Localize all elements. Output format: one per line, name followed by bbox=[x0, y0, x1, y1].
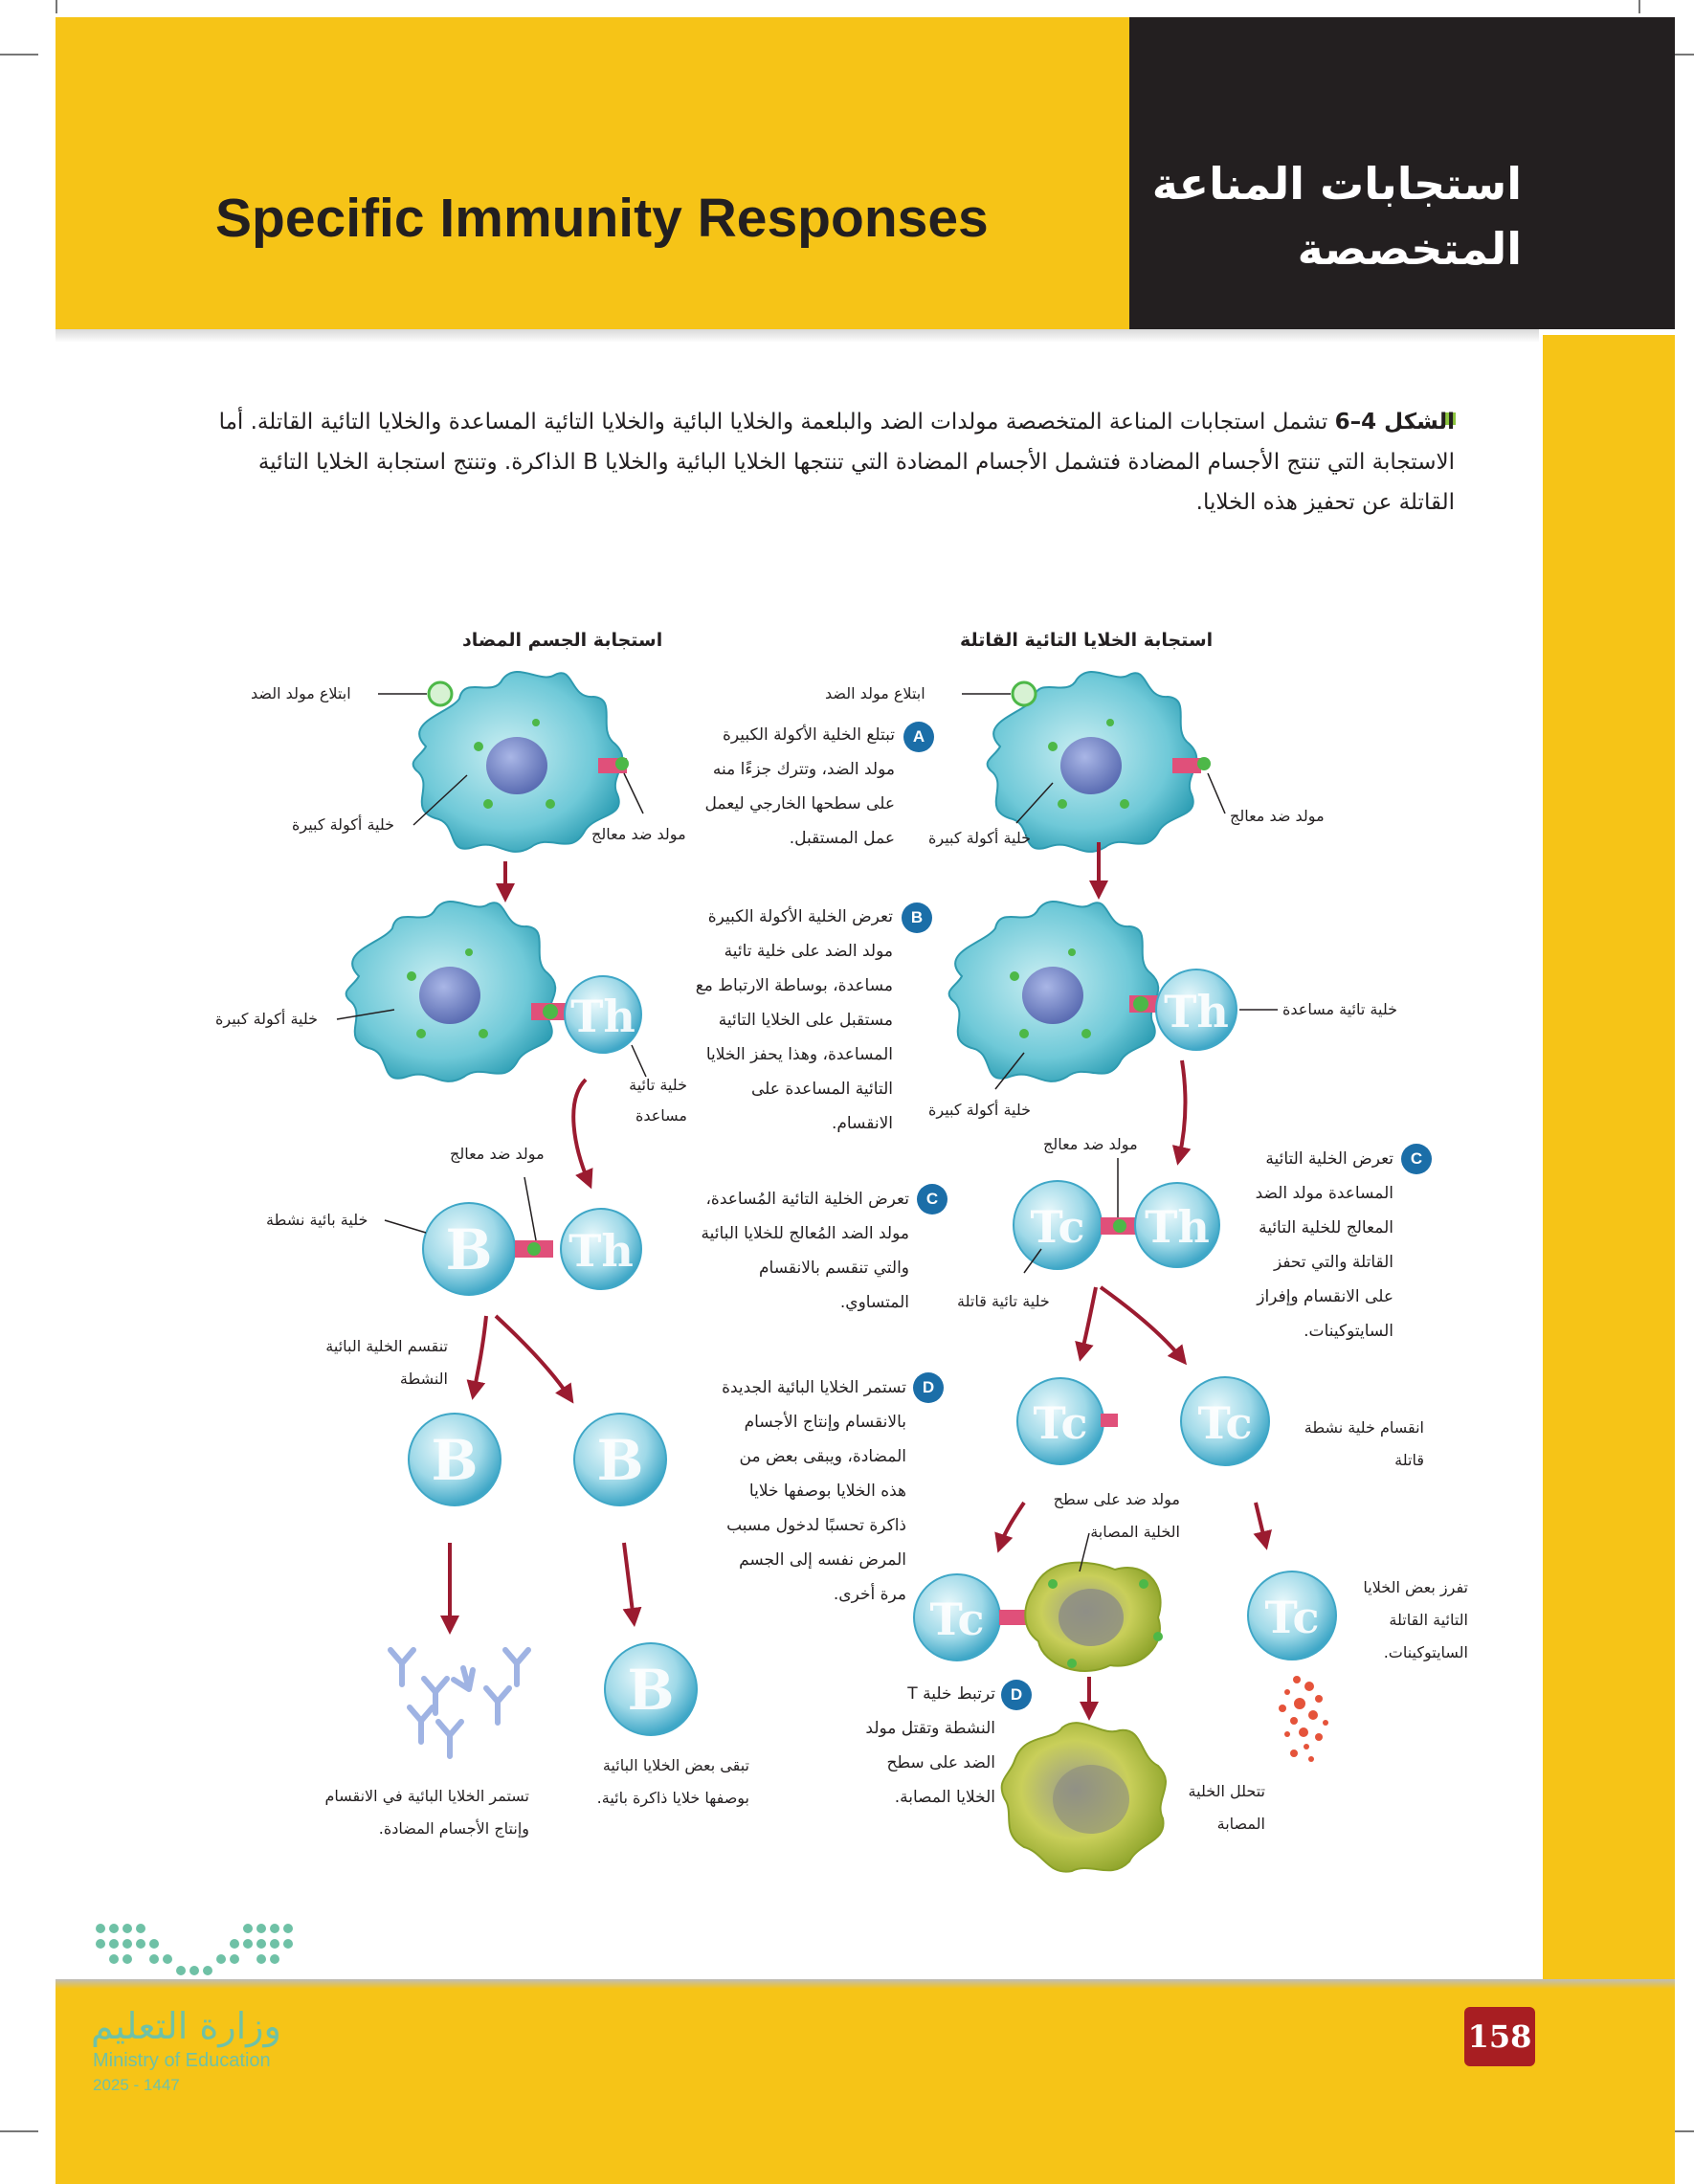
helper-t-cell-letter: Th bbox=[568, 1225, 634, 1277]
b-cell-letter: B bbox=[445, 1217, 493, 1282]
label-helper-t-cell: خلية تائية مساعدة bbox=[629, 1076, 687, 1125]
memory-b-cell-letter: B bbox=[627, 1658, 675, 1723]
page-number: 158 bbox=[1464, 2007, 1535, 2066]
label-macrophage: خلية أكولة كبيرة bbox=[928, 1101, 1032, 1119]
killer-t-cell-letter: Tc bbox=[1033, 1397, 1088, 1449]
caption-text: تشمل استجابات المناعة المتخصصة مولدات الضد والبلعمة والخلايا البائية والخلايا التائية المساعدة والخلايا التائية القاتلة. أما الاستجابة التي تنتج الأجسام المضادة فتشمل الأجسام المضادة التي تنتجها الخلايا البائية والخلايا B الذاكرة. وتنتج استجابة الخلايا التائية القاتلة عن تحفيز هذه الخلايا. bbox=[218, 410, 1455, 515]
step-d-right-badge: D bbox=[1001, 1680, 1032, 1710]
label-processed-antigen: مولد ضد معالج bbox=[450, 1145, 545, 1163]
step-c-right-text: تعرض الخلية التائية المساعدة مولد الضد المعالج للخلية التائية القاتلة والتي تحفز على الانقسام وإفراز السايتوكينات. bbox=[1255, 1149, 1393, 1341]
label-processed-antigen: مولد ضد معالج bbox=[591, 825, 686, 843]
label-killer-cell-division: انقسام خلية نشطة قاتلة bbox=[1304, 1418, 1424, 1469]
step-b-text: تعرض الخلية الأكولة الكبيرة مولد الضد على خلية تائية مساعدة، بوساطة الارتباط مع مستقبل على الخلايا التائية المساعدة، وهذا يحفز الخلايا التائية المساعدة على الانقسام. bbox=[695, 907, 893, 1133]
step-b-badge: B bbox=[902, 903, 932, 933]
label-macrophage: خلية أكولة كبيرة bbox=[215, 1010, 319, 1028]
label-processed-antigen: مولد ضد معالج bbox=[1230, 807, 1325, 825]
helper-t-cell-letter: Th bbox=[1164, 986, 1229, 1037]
label-macrophage: خلية أكولة كبيرة bbox=[292, 815, 395, 834]
killer-t-cell-letter: Tc bbox=[1030, 1201, 1085, 1253]
step-c-right-badge: C bbox=[1401, 1144, 1432, 1174]
step-c-left-badge: C bbox=[917, 1184, 947, 1215]
page-title-english: Specific Immunity Responses bbox=[215, 188, 989, 249]
label-killer-t-cell: خلية تائية قاتلة bbox=[957, 1292, 1050, 1310]
killer-t-cell-letter: Tc bbox=[1197, 1397, 1253, 1449]
footer-bar bbox=[56, 1979, 1675, 2184]
step-a-badge: A bbox=[903, 722, 934, 752]
figure-label: الشكل 4–6 bbox=[1334, 410, 1455, 435]
ministry-name-arabic: وزارة التعليم bbox=[91, 2005, 281, 2047]
cytokines-illustration bbox=[1279, 1676, 1328, 1762]
killer-t-cell-letter: Tc bbox=[929, 1593, 985, 1645]
label-processed-antigen: مولد ضد معالج bbox=[1043, 1135, 1138, 1153]
b-cell-letter: B bbox=[596, 1428, 644, 1493]
step-a-text: تبتلع الخلية الأكولة الكبيرة مولد الضد، وتترك جزءًا منه على سطحها الخارجي ليعمل عمل المستقبل. bbox=[704, 725, 895, 848]
ministry-logo-icon bbox=[91, 1919, 301, 1986]
step-d-left-text: تستمر الخلايا البائية الجديدة بالانقسام وإنتاج الأجسام المضادة، ويبقى بعض من هذه الخلايا بوصفها خلايا ذاكرة تحسبًا لدخول مسبب المرض نفسه إلى الجسم مرة أخرى. bbox=[722, 1378, 906, 1604]
label-cell-lysis: تتحلل الخلية المصابة bbox=[1188, 1782, 1265, 1833]
step-c-left-text: تعرض الخلية التائية المُساعدة، مولد الضد المُعالج للخلايا البائية والتي تنقسم بالانقسام المتساوي. bbox=[701, 1190, 909, 1312]
edition-year: 2025 - 1447 bbox=[93, 2076, 180, 2094]
label-helper-t-cell: خلية تائية مساعدة bbox=[1282, 1000, 1397, 1018]
label-b-cell-division: تنقسم الخلية البائية النشطة bbox=[325, 1337, 448, 1388]
page-title-arabic: استجابات المناعة المتخصصة bbox=[1151, 158, 1522, 275]
label-antibody-production: تستمر الخلايا البائية في الانقسام وإنتاج الأجسام المضادة. bbox=[324, 1787, 529, 1838]
label-macrophage: خلية أكولة كبيرة bbox=[928, 829, 1032, 847]
killer-t-response-heading: استجابة الخلايا التائية القاتلة bbox=[960, 630, 1214, 651]
label-antigen-ingestion: ابتلاع مولد الضد bbox=[825, 684, 925, 702]
ministry-name-english: Ministry of Education bbox=[93, 2050, 271, 2071]
step-d-left-badge: D bbox=[913, 1372, 944, 1403]
label-cytokine-secretion: تفرز بعض الخلايا التائية القاتلة السايتوكينات. bbox=[1363, 1578, 1468, 1661]
antibodies-illustration bbox=[390, 1650, 528, 1756]
helper-t-cell-letter: Th bbox=[1145, 1201, 1210, 1253]
label-antigen-ingestion: ابتلاع مولد الضد bbox=[251, 684, 351, 702]
antibody-response-heading: استجابة الجسم المضاد bbox=[462, 630, 663, 651]
label-memory-b-cells: تبقى بعض الخلايا البائية بوصفها خلايا ذاكرة بائية. bbox=[596, 1756, 749, 1807]
helper-t-cell-letter: Th bbox=[570, 991, 635, 1042]
label-active-b-cell: خلية بائية نشطة bbox=[266, 1211, 368, 1229]
b-cell-letter: B bbox=[431, 1428, 479, 1493]
label-antigen-on-infected-cell: مولد ضد على سطح الخلية المصابة bbox=[1053, 1490, 1180, 1541]
step-d-right-text: ترتبط خلية T النشطة وتقتل مولد الضد على سطح الخلايا المصابة. bbox=[865, 1684, 995, 1807]
killer-t-cell-letter: Tc bbox=[1264, 1592, 1320, 1643]
